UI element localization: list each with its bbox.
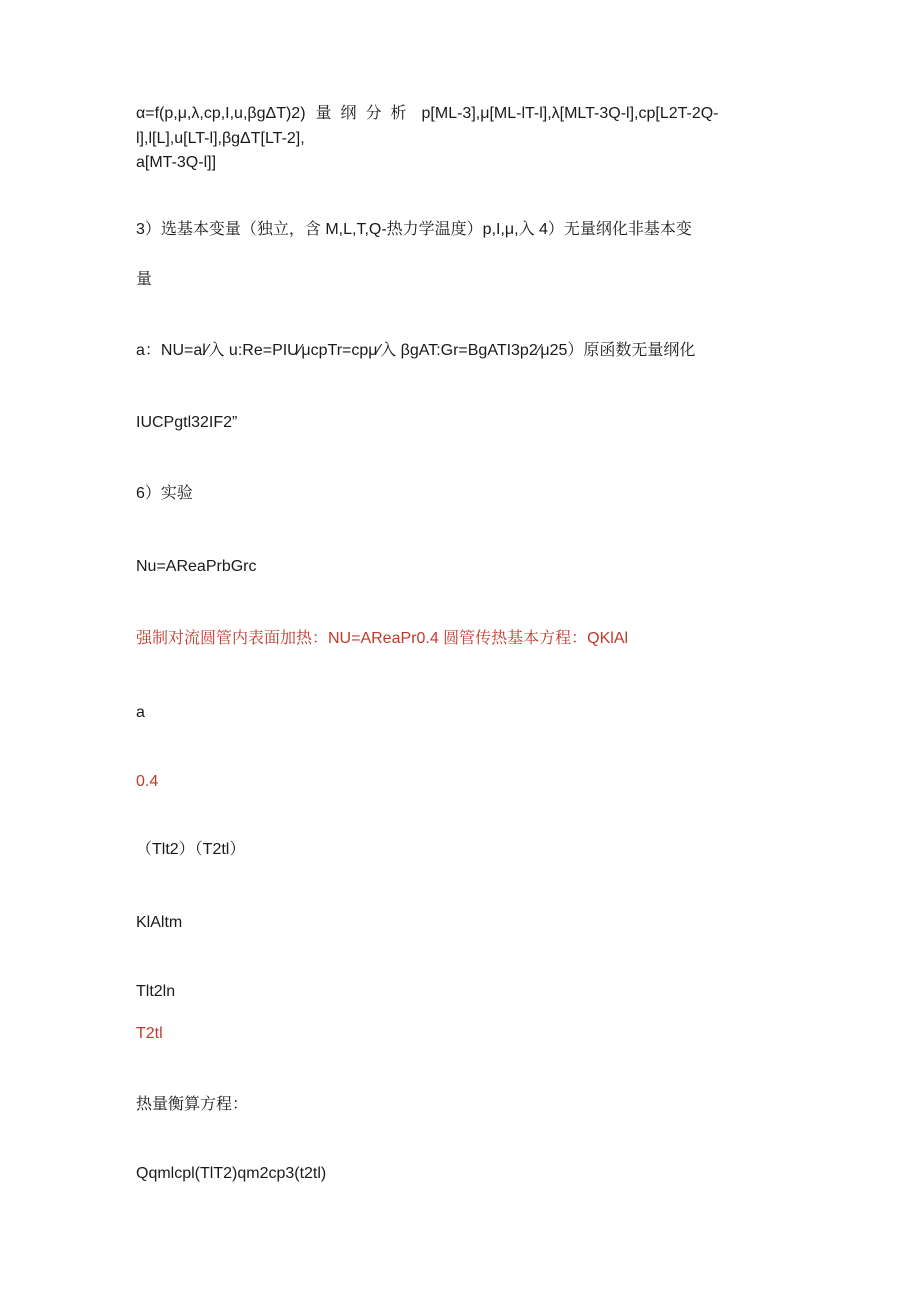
step-3-line: 3）选基本变量（独立，含 M,L,T,Q-热力学温度）p,I,μ,入 4）无量纲化非基本变 xyxy=(136,221,692,238)
nusselt-equation: Nu=AReaPrbGrc xyxy=(136,558,257,575)
klaltm-line: KlAltm xyxy=(136,914,183,931)
function-line: IUCPgtl32IF2” xyxy=(136,414,238,431)
dimensionless-groups-line: a：NU=al⁄入 u:Re=PIU⁄μcpTr=cpμ⁄入 βgAT:Gr=BgATI3p2⁄μ25）原函数无量纲化 xyxy=(136,342,696,359)
t2tl-line: T2tl xyxy=(136,1025,163,1042)
heat-balance-equation: Qqmlcpl(TlT2)qm2cp3(t2tl) xyxy=(136,1165,327,1182)
exponent-value: 0.4 xyxy=(136,773,159,790)
step-6-heading: 6）实验 xyxy=(136,485,193,502)
formula-line-3: a[MT-3Q-l]] xyxy=(136,154,217,171)
formula-alpha: α=f(p,μ,λ,cp,I,u,βgΔT)2) xyxy=(136,105,306,122)
formula-line-1 xyxy=(136,103,719,125)
step-3-continuation: 量 xyxy=(136,271,153,288)
tlt2ln-line: Tlt2ln xyxy=(136,983,176,1000)
dimension-list: p[ML-3],μ[ML-lT-l],λ[MLT-3Q-l],cp[L2T-2Q- xyxy=(421,105,719,122)
formula-line-2: l],l[L],u[LT-l],βgΔT[LT-2], xyxy=(136,130,305,147)
heat-balance-heading: 热量衡算方程： xyxy=(136,1096,249,1113)
forced-convection-line: 强制对流圆管内表面加热：NU=AReaPr0.4 圆管传热基本方程：QKlAl xyxy=(136,630,629,647)
symbol-a: a xyxy=(136,704,145,721)
dimension-analysis-label: 量纲分析 xyxy=(315,105,416,122)
temperature-difference-line: （Tlt2）（T2tl） xyxy=(136,841,246,858)
